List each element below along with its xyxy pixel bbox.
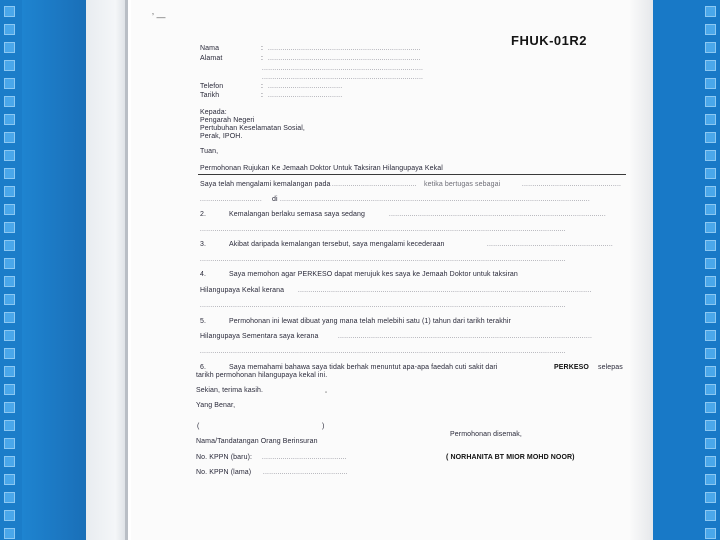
- closing-line-1: Sekian, terima kasih.: [196, 387, 264, 394]
- form-code: FHUK-01R2: [511, 33, 588, 48]
- field-sep-alamat: :: [261, 55, 264, 62]
- frame-square: [705, 348, 716, 359]
- frame-square: [705, 384, 716, 395]
- frame-square: [705, 402, 716, 413]
- para6-bold: PERKESO: [554, 364, 589, 371]
- frame-square: [705, 258, 716, 269]
- para2-blank-2: .................................................................................................................................................................................: [200, 227, 566, 233]
- frame-square: [705, 96, 716, 107]
- recipient-line-3: Perak, IPOH.: [200, 133, 243, 140]
- closing-line-2: Yang Benar,: [196, 402, 236, 409]
- para1-di: di: [272, 196, 278, 203]
- field-blank-nama: ..........................................................................: [268, 46, 421, 52]
- verifier-name: ( NORHANITA BT MIOR MOHD NOOR): [446, 454, 575, 461]
- para6-number: 6.: [200, 364, 207, 371]
- frame-square: [705, 6, 716, 17]
- para6-cont: tarikh permohonan hilangupaya kekal ini.: [196, 372, 328, 379]
- field-label-alamat: Alamat: [200, 55, 223, 62]
- frame-square: [4, 420, 15, 431]
- field-label-tarikh: Tarikh: [200, 92, 220, 99]
- kppn-new-blank: .........................................: [262, 455, 347, 461]
- frame-square: [4, 60, 15, 71]
- frame-square: [4, 294, 15, 305]
- para4-number: 4.: [200, 271, 207, 278]
- para1-text: Saya telah mengalami kemalangan pada: [200, 181, 331, 188]
- frame-square: [4, 510, 15, 521]
- frame-square: [705, 294, 716, 305]
- frame-square: [4, 78, 15, 89]
- scan-edge-right: [630, 0, 653, 540]
- frame-square: [4, 528, 15, 539]
- signature-close-paren: ): [322, 423, 325, 430]
- para5-text: Permohonan ini lewat dibuat yang mana telah melebihi satu (1) tahun dari tarikh terakhir: [229, 318, 511, 325]
- frame-square: [4, 366, 15, 377]
- frame-square: [705, 42, 716, 53]
- subject-line: Permohonan Rujukan Ke Jemaah Doktor Untuk Taksiran Hilangupaya Kekal: [200, 165, 443, 172]
- scan-mark: ʼ —: [152, 12, 166, 22]
- frame-square: [4, 222, 15, 233]
- slide-frame-left: [0, 0, 86, 540]
- para4-blank-2: .................................................................................................................................................................................: [200, 303, 566, 309]
- frame-square: [705, 366, 716, 377]
- frame-square: [705, 240, 716, 251]
- frame-square: [705, 114, 716, 125]
- para3-text: Akibat daripada kemalangan tersebut, saya mengalami kecederaan: [229, 241, 445, 248]
- kppn-old-label: No. KPPN (lama): [196, 469, 252, 476]
- para1-mid: ketika bertugas sebagai: [424, 181, 501, 188]
- frame-square: [4, 24, 15, 35]
- field-blank-telefon: ....................................: [268, 84, 343, 90]
- kppn-old-blank: .........................................: [263, 470, 348, 476]
- signature-open-paren: (: [197, 423, 200, 430]
- field-blank-alamat-3: ..............................................................................: [262, 75, 424, 81]
- kppn-new-label: No. KPPN (baru):: [196, 454, 253, 461]
- frame-square: [705, 78, 716, 89]
- frame-square: [4, 240, 15, 251]
- verifier-label: Permohonan disemak,: [450, 431, 522, 438]
- recipient-line-1: Pengarah Negeri: [200, 117, 255, 124]
- recipient-line-2: Pertubuhan Keselamatan Sosial,: [200, 125, 305, 132]
- para2-text: Kemalangan berlaku semasa saya sedang: [229, 211, 366, 218]
- frame-square: [4, 132, 15, 143]
- frame-square: [4, 204, 15, 215]
- para4-cont: Hilangupaya Kekal kerana: [200, 287, 285, 294]
- salutation: Tuan,: [200, 148, 219, 155]
- frame-square: [705, 168, 716, 179]
- para2-blank-1: .........................................................................................................: [389, 212, 607, 218]
- frame-square: [4, 186, 15, 197]
- frame-square: [705, 150, 716, 161]
- para5-blank-2: .................................................................................................................................................................................: [200, 349, 566, 355]
- frame-square: [705, 474, 716, 485]
- frame-square: [4, 492, 15, 503]
- frame-square: [4, 168, 15, 179]
- frame-square: [4, 384, 15, 395]
- frame-square: [705, 420, 716, 431]
- frame-square: [4, 456, 15, 467]
- para1-blank-job: ................................................: [522, 182, 622, 188]
- field-sep-nama: :: [261, 45, 264, 52]
- para6-tail: selepas: [598, 364, 623, 371]
- field-label-nama: Nama: [200, 45, 220, 52]
- frame-square: [705, 60, 716, 71]
- field-blank-alamat-2: ..............................................................................: [262, 66, 424, 72]
- frame-square: [4, 348, 15, 359]
- frame-square: [705, 330, 716, 341]
- frame-square: [705, 312, 716, 323]
- para5-number: 5.: [200, 318, 207, 325]
- para4-blank-1: ..............................................................................................................................................: [298, 288, 592, 294]
- frame-square: [705, 222, 716, 233]
- para3-number: 3.: [200, 241, 207, 248]
- field-label-telefon: Telefon: [200, 83, 224, 90]
- para3-blank-2: .................................................................................................................................................................................: [200, 257, 566, 263]
- frame-square: [4, 42, 15, 53]
- slide-frame-right: [653, 0, 720, 540]
- frame-square: [4, 6, 15, 17]
- frame-square: [705, 132, 716, 143]
- frame-square: [4, 438, 15, 449]
- frame-square: [705, 186, 716, 197]
- para4-text: Saya memohon agar PERKESO dapat merujuk kes saya ke Jemaah Doktor untuk taksiran: [229, 271, 518, 278]
- para1-blank-tail: ......................................................................................................................................................: [280, 197, 591, 203]
- frame-square: [705, 204, 716, 215]
- field-blank-alamat-1: ..........................................................................: [268, 56, 421, 62]
- para5-cont: Hilangupaya Sementara saya kerana: [200, 333, 319, 340]
- scan-speck: ▫: [325, 390, 328, 396]
- para6-text: Saya memahami bahawa saya tidak berhak menuntut apa-apa faedah cuti sakit dari: [229, 364, 498, 371]
- scan-edge-left: [86, 0, 128, 540]
- recipient-kepada: Kepada:: [200, 109, 227, 116]
- frame-square: [705, 510, 716, 521]
- frame-square: [705, 276, 716, 287]
- frame-square: [4, 96, 15, 107]
- frame-square: [705, 492, 716, 503]
- frame-square: [705, 528, 716, 539]
- frame-square: [705, 438, 716, 449]
- frame-stripe: [22, 0, 86, 540]
- frame-square: [4, 330, 15, 341]
- para1-blank-place: ..............................: [200, 197, 263, 203]
- frame-square: [4, 150, 15, 161]
- para3-blank-1: .............................................................: [487, 242, 614, 248]
- signature-label: Nama/Tandatangan Orang Berinsuran: [196, 438, 318, 445]
- frame-square: [4, 276, 15, 287]
- frame-square: [4, 114, 15, 125]
- field-sep-telefon: :: [261, 83, 264, 90]
- frame-square: [705, 24, 716, 35]
- frame-square: [4, 258, 15, 269]
- para5-blank-1: ...........................................................................................................................: [338, 334, 593, 340]
- frame-square: [4, 402, 15, 413]
- frame-square: [705, 456, 716, 467]
- field-blank-tarikh: ....................................: [268, 93, 343, 99]
- field-sep-tarikh: :: [261, 92, 264, 99]
- subject-underline: [198, 174, 626, 175]
- para1-blank-date: .........................................: [332, 182, 417, 188]
- frame-square: [4, 312, 15, 323]
- para2-number: 2.: [200, 211, 207, 218]
- frame-square: [4, 474, 15, 485]
